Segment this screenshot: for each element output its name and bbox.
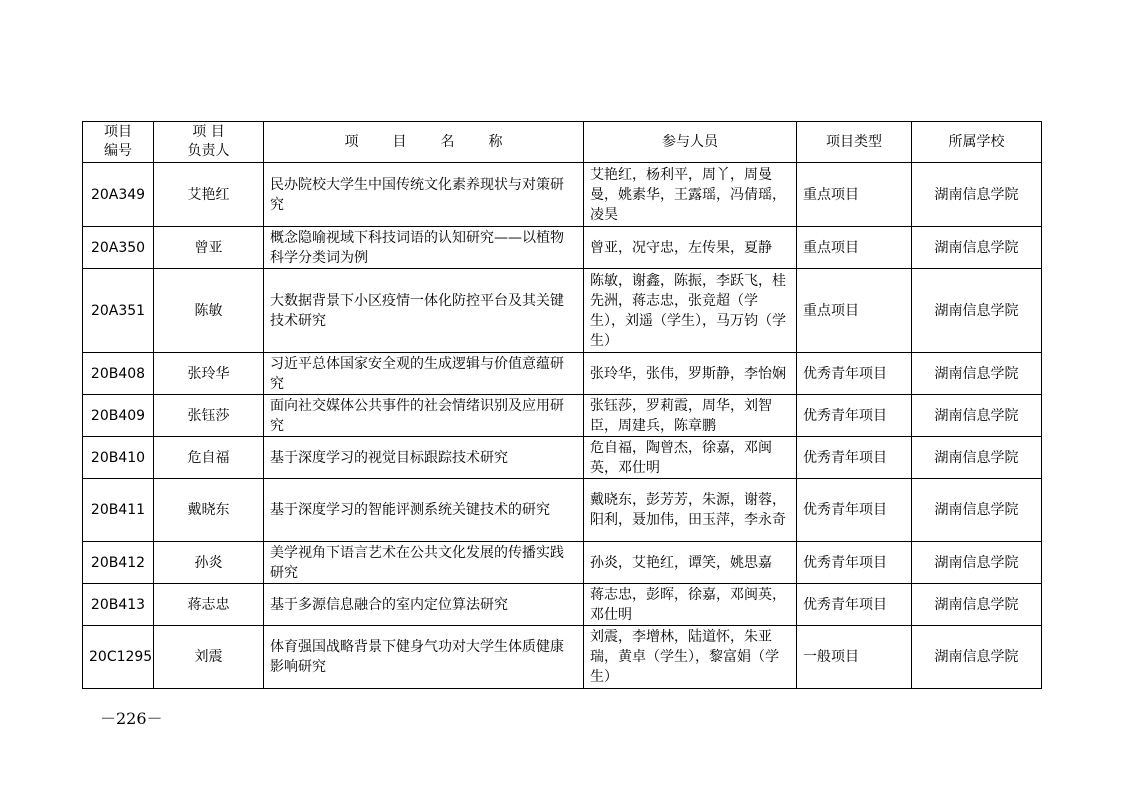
header-members: 参与人员	[584, 122, 797, 163]
project-name-cell: 体育强国战略背景下健身气功对大学生体质健康影响研究	[264, 626, 584, 689]
leader-cell: 曾亚	[154, 227, 264, 269]
project-name-cell: 面向社交媒体公共事件的社会情绪识别及应用研究	[264, 395, 584, 437]
header-project-id	[83, 122, 154, 163]
header-project-id-line1: 项目	[104, 124, 132, 140]
project-name-cell: 基于深度学习的智能评测系统关键技术的研究	[264, 479, 584, 542]
project-table	[82, 121, 1042, 689]
header-school: 所属学校	[912, 122, 1042, 163]
project-type-cell: 优秀青年项目	[797, 479, 912, 542]
leader-cell: 艾艳红	[154, 163, 264, 227]
members-cell: 张玲华，张伟，罗斯静，李怡娴	[584, 353, 797, 395]
header-project-id-line2: 编号	[104, 143, 132, 159]
leader-cell: 张玲华	[154, 353, 264, 395]
leader-cell: 刘震	[154, 626, 264, 689]
project-id-cell: 20A350	[83, 227, 154, 269]
project-name-cell: 大数据背景下小区疫情一体化防控平台及其关键技术研究	[264, 269, 584, 353]
members-cell: 张钰莎，罗莉霞，周华，刘智臣，周建兵，陈章鹏	[584, 395, 797, 437]
leader-cell: 张钰莎	[154, 395, 264, 437]
project-type-cell: 优秀青年项目	[797, 395, 912, 437]
header-leader-line2: 负责人	[187, 143, 230, 159]
table-header-row	[83, 122, 1042, 163]
leader-cell: 危自福	[154, 437, 264, 479]
table-row	[83, 395, 1042, 437]
leader-cell: 蒋志忠	[154, 584, 264, 626]
table-row	[83, 163, 1042, 227]
header-project-name	[264, 122, 584, 163]
project-name-cell: 习近平总体国家安全观的生成逻辑与价值意蕴研究	[264, 353, 584, 395]
header-leader	[154, 122, 264, 163]
project-id-cell: 20C1295	[83, 626, 154, 689]
project-id-cell: 20B409	[83, 395, 154, 437]
school-cell: 湖南信息学院	[912, 542, 1042, 584]
members-cell: 艾艳红，杨利平，周丫，周曼曼，姚素华，王露瑶，冯倩瑶，凌昊	[584, 163, 797, 227]
project-id-cell: 20A349	[83, 163, 154, 227]
school-cell: 湖南信息学院	[912, 584, 1042, 626]
project-name-cell: 民办院校大学生中国传统文化素养现状与对策研究	[264, 163, 584, 227]
project-id-cell: 20B413	[83, 584, 154, 626]
project-type-cell: 重点项目	[797, 269, 912, 353]
table-row	[83, 353, 1042, 395]
school-cell: 湖南信息学院	[912, 269, 1042, 353]
table-row	[83, 269, 1042, 353]
project-type-cell: 优秀青年项目	[797, 584, 912, 626]
project-name-cell: 基于多源信息融合的室内定位算法研究	[264, 584, 584, 626]
members-cell: 刘震，李增林，陆道怀，朱亚瑞，黄卓（学生），黎富娟（学生）	[584, 626, 797, 689]
school-cell: 湖南信息学院	[912, 395, 1042, 437]
school-cell: 湖南信息学院	[912, 163, 1042, 227]
project-id-cell: 20B408	[83, 353, 154, 395]
school-cell: 湖南信息学院	[912, 227, 1042, 269]
project-type-cell: 优秀青年项目	[797, 542, 912, 584]
members-cell: 曾亚，况守忠，左传果，夏静	[584, 227, 797, 269]
header-project-name-label: 项目名称	[344, 133, 537, 150]
project-type-cell: 重点项目	[797, 227, 912, 269]
members-cell: 危自福，陶曾杰，徐嘉，邓闽英，邓仕明	[584, 437, 797, 479]
project-type-cell: 优秀青年项目	[797, 437, 912, 479]
project-id-cell: 20B412	[83, 542, 154, 584]
school-cell: 湖南信息学院	[912, 626, 1042, 689]
table-row	[83, 626, 1042, 689]
project-type-cell: 重点项目	[797, 163, 912, 227]
header-leader-line1: 项 目	[192, 124, 225, 140]
table-row	[83, 227, 1042, 269]
table-row	[83, 479, 1042, 542]
project-name-cell: 美学视角下语言艺术在公共文化发展的传播实践研究	[264, 542, 584, 584]
members-cell: 戴晓东，彭芳芳，朱源，谢蓉，阳利，聂加伟，田玉萍，李永奇	[584, 479, 797, 542]
leader-cell: 陈敏	[154, 269, 264, 353]
page-number: －226－	[100, 709, 163, 728]
project-name-cell: 概念隐喻视域下科技词语的认知研究——以植物科学分类词为例	[264, 227, 584, 269]
table-row	[83, 584, 1042, 626]
project-id-cell: 20B410	[83, 437, 154, 479]
leader-cell: 孙炎	[154, 542, 264, 584]
project-name-cell: 基于深度学习的视觉目标跟踪技术研究	[264, 437, 584, 479]
project-type-cell: 一般项目	[797, 626, 912, 689]
leader-cell: 戴晓东	[154, 479, 264, 542]
school-cell: 湖南信息学院	[912, 479, 1042, 542]
members-cell: 孙炎，艾艳红，谭笑，姚思嘉	[584, 542, 797, 584]
project-type-cell: 优秀青年项目	[797, 353, 912, 395]
members-cell: 陈敏，谢鑫，陈振，李跃飞，桂先洲，蒋志忠，张竞超（学生），刘遥（学生），马万钧（学生）	[584, 269, 797, 353]
members-cell: 蒋志忠，彭晖，徐嘉，邓闽英，邓仕明	[584, 584, 797, 626]
project-id-cell: 20A351	[83, 269, 154, 353]
school-cell: 湖南信息学院	[912, 353, 1042, 395]
table-row	[83, 437, 1042, 479]
school-cell: 湖南信息学院	[912, 437, 1042, 479]
project-id-cell: 20B411	[83, 479, 154, 542]
header-project-type: 项目类型	[797, 122, 912, 163]
table-row	[83, 542, 1042, 584]
